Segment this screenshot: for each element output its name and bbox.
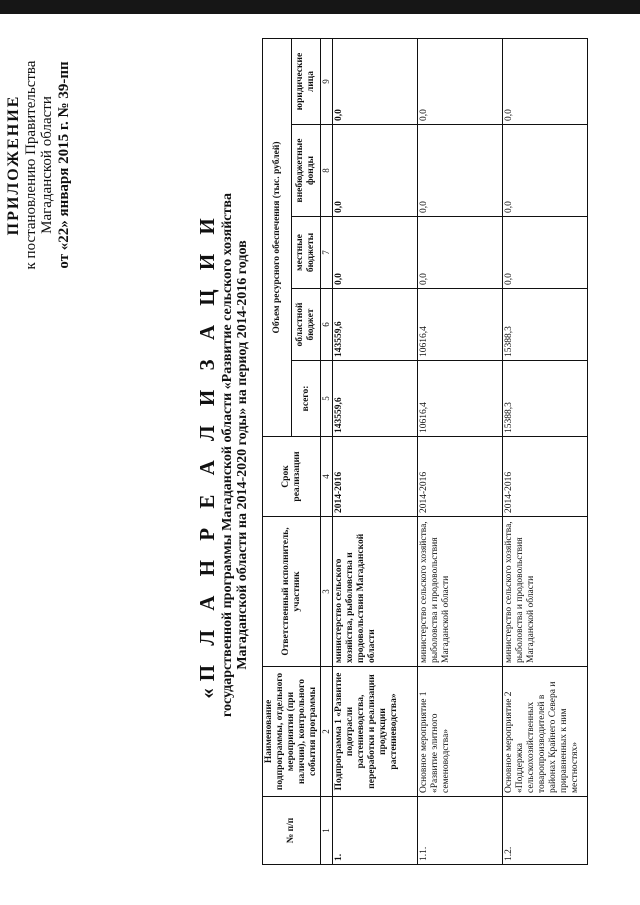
column-number: 5 <box>321 361 333 437</box>
row-local: 0,0 <box>333 217 418 289</box>
row-num: 1.2. <box>503 797 588 865</box>
header-num: № п/п <box>263 797 321 865</box>
row-extrabudget: 0,0 <box>503 125 588 217</box>
row-local: 0,0 <box>418 217 503 289</box>
column-number: 8 <box>321 125 333 217</box>
appendix-line-2: Магаданской области <box>39 96 55 234</box>
header-regional: областной бюджет <box>292 289 321 361</box>
row-num: 1.1. <box>418 797 503 865</box>
row-local: 0,0 <box>503 217 588 289</box>
header-legal: юридические лица <box>292 38 321 124</box>
scan-top-border <box>0 0 640 14</box>
row-regional: 15388,3 <box>503 289 588 361</box>
row-period: 2014-2016 <box>333 437 418 517</box>
column-number: 7 <box>321 217 333 289</box>
column-number: 6 <box>321 289 333 361</box>
row-executor: министерство сельского хозяйства, рыболовства и продовольствия Магаданской области <box>333 517 418 667</box>
plan-table <box>262 38 588 865</box>
row-name: Подпрограмма 1 «Развитие подотрасли растениеводства, переработки и реализации продукции растениеводства» <box>333 667 418 797</box>
table-row <box>503 38 588 864</box>
row-legal: 0,0 <box>333 38 418 124</box>
row-executor: министерство сельского хозяйства, рыболовства и продовольствия Магаданской области <box>418 517 503 667</box>
header-name: Наименование подпрограммы, отдельного мероприятия (при наличии), контрольного события программы <box>263 667 321 797</box>
row-total: 143559,6 <box>333 361 418 437</box>
row-regional: 143559,6 <box>333 289 418 361</box>
row-name: Основное мероприятие 1 «Развитие элитного семеноводства» <box>418 667 503 797</box>
row-name: Основное мероприятие 2 «Поддержка сельскохозяйственных товаропроизводителей в районах Крайнего Севера и приравненных к ним местностях» <box>503 667 588 797</box>
row-legal: 0,0 <box>418 38 503 124</box>
appendix-title: ПРИЛОЖЕНИЕ <box>5 94 22 236</box>
row-legal: 0,0 <box>503 38 588 124</box>
table-row <box>333 38 418 864</box>
row-total: 15388,3 <box>503 361 588 437</box>
column-number: 3 <box>321 517 333 667</box>
row-period: 2014-2016 <box>418 437 503 517</box>
appendix-date: от «22» января 2015 г. № 39-пп <box>56 61 72 269</box>
column-number: 2 <box>321 667 333 797</box>
column-number: 9 <box>321 38 333 124</box>
header-local: местные бюджеты <box>292 217 321 289</box>
document-page <box>0 15 612 875</box>
table-row <box>418 38 503 864</box>
row-executor: министерство сельского хозяйства, рыболовства и продовольствия Магаданской области <box>503 517 588 667</box>
plan-title: «П Л А Н Р Е А Л И З А Ц И И <box>195 211 219 699</box>
header-executor: Ответственный исполнитель, участник <box>263 517 321 667</box>
column-number-row <box>321 38 333 864</box>
row-period: 2014-2016 <box>503 437 588 517</box>
column-number: 4 <box>321 437 333 517</box>
row-regional: 10616,4 <box>418 289 503 361</box>
header-extrabudget: внебюджетные фонды <box>292 125 321 217</box>
row-total: 10616,4 <box>418 361 503 437</box>
header-period: Срок реализации <box>263 437 321 517</box>
plan-subtitle-2: Магаданской области на 2014-2020 годы» на период 2014-2016 годов <box>235 240 250 670</box>
appendix-block <box>5 15 73 315</box>
header-total: всего: <box>292 361 321 437</box>
plan-heading <box>195 95 250 815</box>
row-extrabudget: 0,0 <box>333 125 418 217</box>
column-number: 1 <box>321 797 333 865</box>
header-funding-group: Объем ресурсного обеспечения (тыс. рублей) <box>263 38 292 436</box>
row-num: 1. <box>333 797 418 865</box>
plan-subtitle-1: государственной программы Магаданской области «Развитие сельского хозяйства <box>220 193 235 717</box>
appendix-line-1: к постановлению Правительства <box>23 60 39 270</box>
row-extrabudget: 0,0 <box>418 125 503 217</box>
